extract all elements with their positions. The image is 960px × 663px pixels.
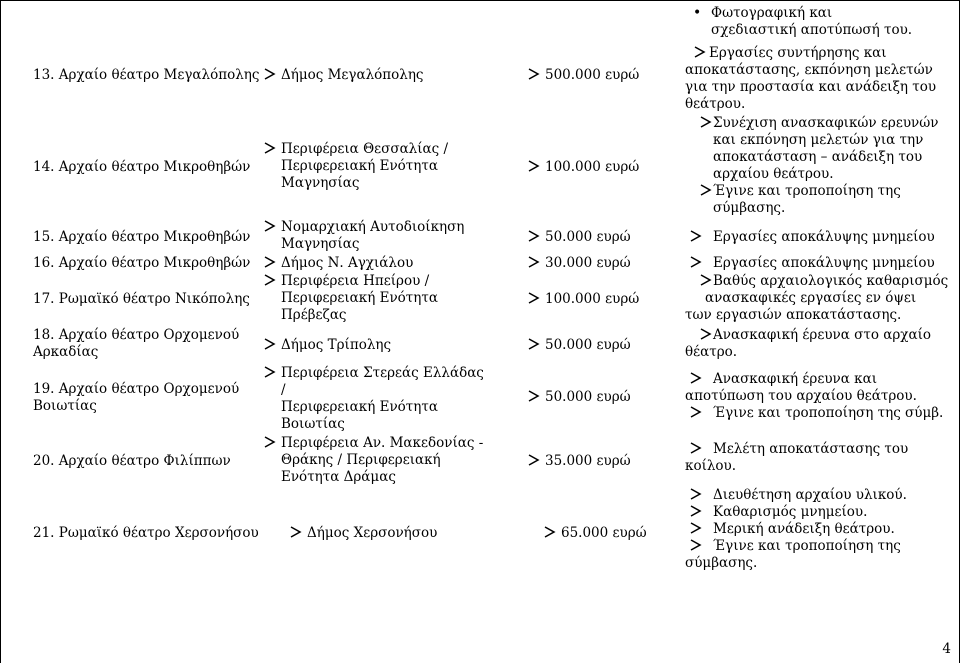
amount-item: 65.000 ευρώ [541,525,691,542]
arrow-bullet-icon [527,453,541,467]
amount-item: 50.000 ευρώ [525,389,675,406]
arrow-bullet-icon [699,115,713,129]
works-cell [685,273,951,324]
theater-cell [33,453,283,470]
amount-cell [525,453,675,470]
amount-item: 500.000 ευρώ [525,67,675,84]
owner-cell [287,525,549,542]
works-cell [685,371,951,422]
owner-cell [261,337,523,354]
amount-item: 50.000 ευρώ [525,337,675,354]
row-number: 20. [33,453,55,469]
row-number: 21. [33,525,55,541]
owner-item: Περιφέρεια Θεσσαλίας / Περιφερειακή Ενότητα Μαγνησίας [261,141,523,192]
arrow-bullet-icon [689,371,703,385]
work-item: Εργασίες συντήρησης και αποκατάστασης, εκπόνηση μελετών για την προστασία και ανάδειξη του θεάτρου. [685,45,937,112]
theater-name: Αρχαίο θέατρο Ορχομενού Αρκαδίας [33,327,240,360]
work-item: Μελέτη αποκατάστασης του κοίλου. [685,441,909,474]
arrow-bullet-icon [689,487,703,501]
works-cell [685,327,951,361]
owner-item: Δήμος Χερσονήσου [287,525,549,542]
amount-item: 50.000 ευρώ [525,229,675,246]
arrow-bullet-icon [263,255,277,269]
work-item: Έγινε και τροποποίηση της σύμβασης. [685,183,951,217]
owner-item: Δήμος Τρίπολης [261,337,523,354]
theater-name: Ρωμαϊκό θέατρο Χερσονήσου [58,525,259,541]
owner-item: Περιφέρεια Στερεάς Ελλάδας / Περιφερειακή Ενότητα Βοιωτίας [261,365,523,433]
row-number: 19. [33,381,55,397]
arrow-bullet-icon [263,337,277,351]
works-cell [685,441,951,475]
arrow-bullet-icon [527,291,541,305]
theater-cell [33,159,283,176]
owner-item: Περιφέρεια Ηπείρου / Περιφερειακή Ενότητα Πρέβεζας [261,273,523,324]
arrow-bullet-icon [527,337,541,351]
arrow-bullet-icon [693,45,707,59]
works-cell [685,487,951,572]
amount-item: 30.000 ευρώ [525,255,675,272]
owner-cell [261,67,523,84]
arrow-bullet-icon [689,441,703,455]
works-cell [685,45,951,113]
row-number: 18. [33,327,55,343]
page-number: 4 [942,641,951,657]
dot-bullet-icon: • [693,5,702,21]
theater-name: Αρχαίο θέατρο Ορχομενού Βοιωτίας [33,381,240,414]
theater-cell [33,291,283,308]
theater-name: Αρχαίο θέατρο Μεγαλόπολης [58,67,260,83]
arrow-bullet-icon [263,365,277,379]
theater-name: Αρχαίο θέατρο Φιλίππων [58,453,231,469]
work-item: Βαθύς αρχαιολογικός καθαρισμός ανασκαφικές εργασίες εν όψει των εργασιών αποκατάστασης. [685,273,949,323]
owner-item: Περιφέρεια Αν. Μακεδονίας - Θράκης / Περιφερειακή Ενότητα Δράμας [261,435,523,486]
owner-cell [261,273,523,324]
theater-cell [33,229,283,246]
arrow-bullet-icon [527,255,541,269]
theater-cell [33,381,283,415]
theater-cell [33,327,283,361]
work-item: Ανασκαφική έρευνα στο αρχαίο θέατρο. [685,327,932,360]
work-item: Καθαρισμός μνημείου. [685,504,951,521]
theater-name: Αρχαίο θέατρο Μικροθηβών [58,229,251,245]
amount-item: 35.000 ευρώ [525,453,675,470]
arrow-bullet-icon [263,67,277,81]
theater-cell [33,255,283,272]
amount-cell [541,525,691,542]
work-item: Συνέχιση ανασκαφικών ερευνών και εκπόνηση μελετών για την αποκατάσταση – ανάδειξη του αρχαίου θεάτρου. [685,115,951,183]
row-number: 14. [33,159,55,175]
arrow-bullet-icon [263,273,277,287]
works-cell [685,115,951,217]
work-item: Μερική ανάδειξη θεάτρου. [685,521,951,538]
arrow-bullet-icon [263,219,277,233]
works-cell [685,5,951,39]
arrow-bullet-icon [699,273,713,287]
owner-item: Δήμος Ν. Αγχιάλου [261,255,523,272]
arrow-bullet-icon [543,525,557,539]
theater-name: Αρχαίο θέατρο Μικροθηβών [58,159,251,175]
theater-cell [33,67,283,84]
arrow-bullet-icon [263,435,277,449]
owner-cell [261,141,523,192]
amount-cell [525,291,675,308]
row-number: 15. [33,229,55,245]
arrow-bullet-icon [527,389,541,403]
row-number: 16. [33,255,55,271]
row-number: 13. [33,67,55,83]
owner-cell [261,255,523,272]
arrow-bullet-icon [263,141,277,155]
theater-name: Ρωμαϊκό θέατρο Νικόπολης [58,291,250,307]
work-item: Έγινε και τροποποίηση της σύμβ. [685,405,951,422]
amount-cell [525,159,675,176]
arrow-bullet-icon [689,405,703,419]
work-item: Εργασίες αποκάλυψης μνημείου [685,229,951,246]
owner-item: Δήμος Μεγαλόπολης [261,67,523,84]
owner-item: Νομαρχιακή Αυτοδιοίκηση Μαγνησίας [261,219,523,253]
work-item: Διευθέτηση αρχαίου υλικού. [685,487,951,504]
arrow-bullet-icon [689,229,703,243]
owner-cell [261,365,523,433]
owner-cell [261,435,523,486]
work-item: • Φωτογραφική και σχεδιαστική αποτύπωσή του. [693,5,913,38]
theater-name: Αρχαίο θέατρο Μικροθηβών [58,255,251,271]
works-cell [685,255,951,272]
amount-cell [525,67,675,84]
amount-item: 100.000 ευρώ [525,291,675,308]
amount-cell [525,337,675,354]
arrow-bullet-icon [699,183,713,197]
amount-cell [525,229,675,246]
arrow-bullet-icon [689,504,703,518]
work-item: Ανασκαφική έρευνα και αποτύπωση του αρχαίου θεάτρου. [685,371,917,404]
arrow-bullet-icon [289,525,303,539]
amount-item: 100.000 ευρώ [525,159,675,176]
owner-cell [261,219,523,253]
amount-cell [525,255,675,272]
theater-cell [33,525,283,542]
arrow-bullet-icon [527,229,541,243]
arrow-bullet-icon [689,521,703,535]
work-item: Εργασίες αποκάλυψης μνημείου [685,255,951,272]
work-item: Έγινε και τροποποίηση της σύμβασης. [685,538,901,571]
arrow-bullet-icon [689,538,703,552]
arrow-bullet-icon [527,67,541,81]
arrow-bullet-icon [699,327,713,341]
works-cell [685,229,951,246]
arrow-bullet-icon [527,159,541,173]
arrow-bullet-icon [689,255,703,269]
amount-cell [525,389,675,406]
row-number: 17. [33,291,55,307]
